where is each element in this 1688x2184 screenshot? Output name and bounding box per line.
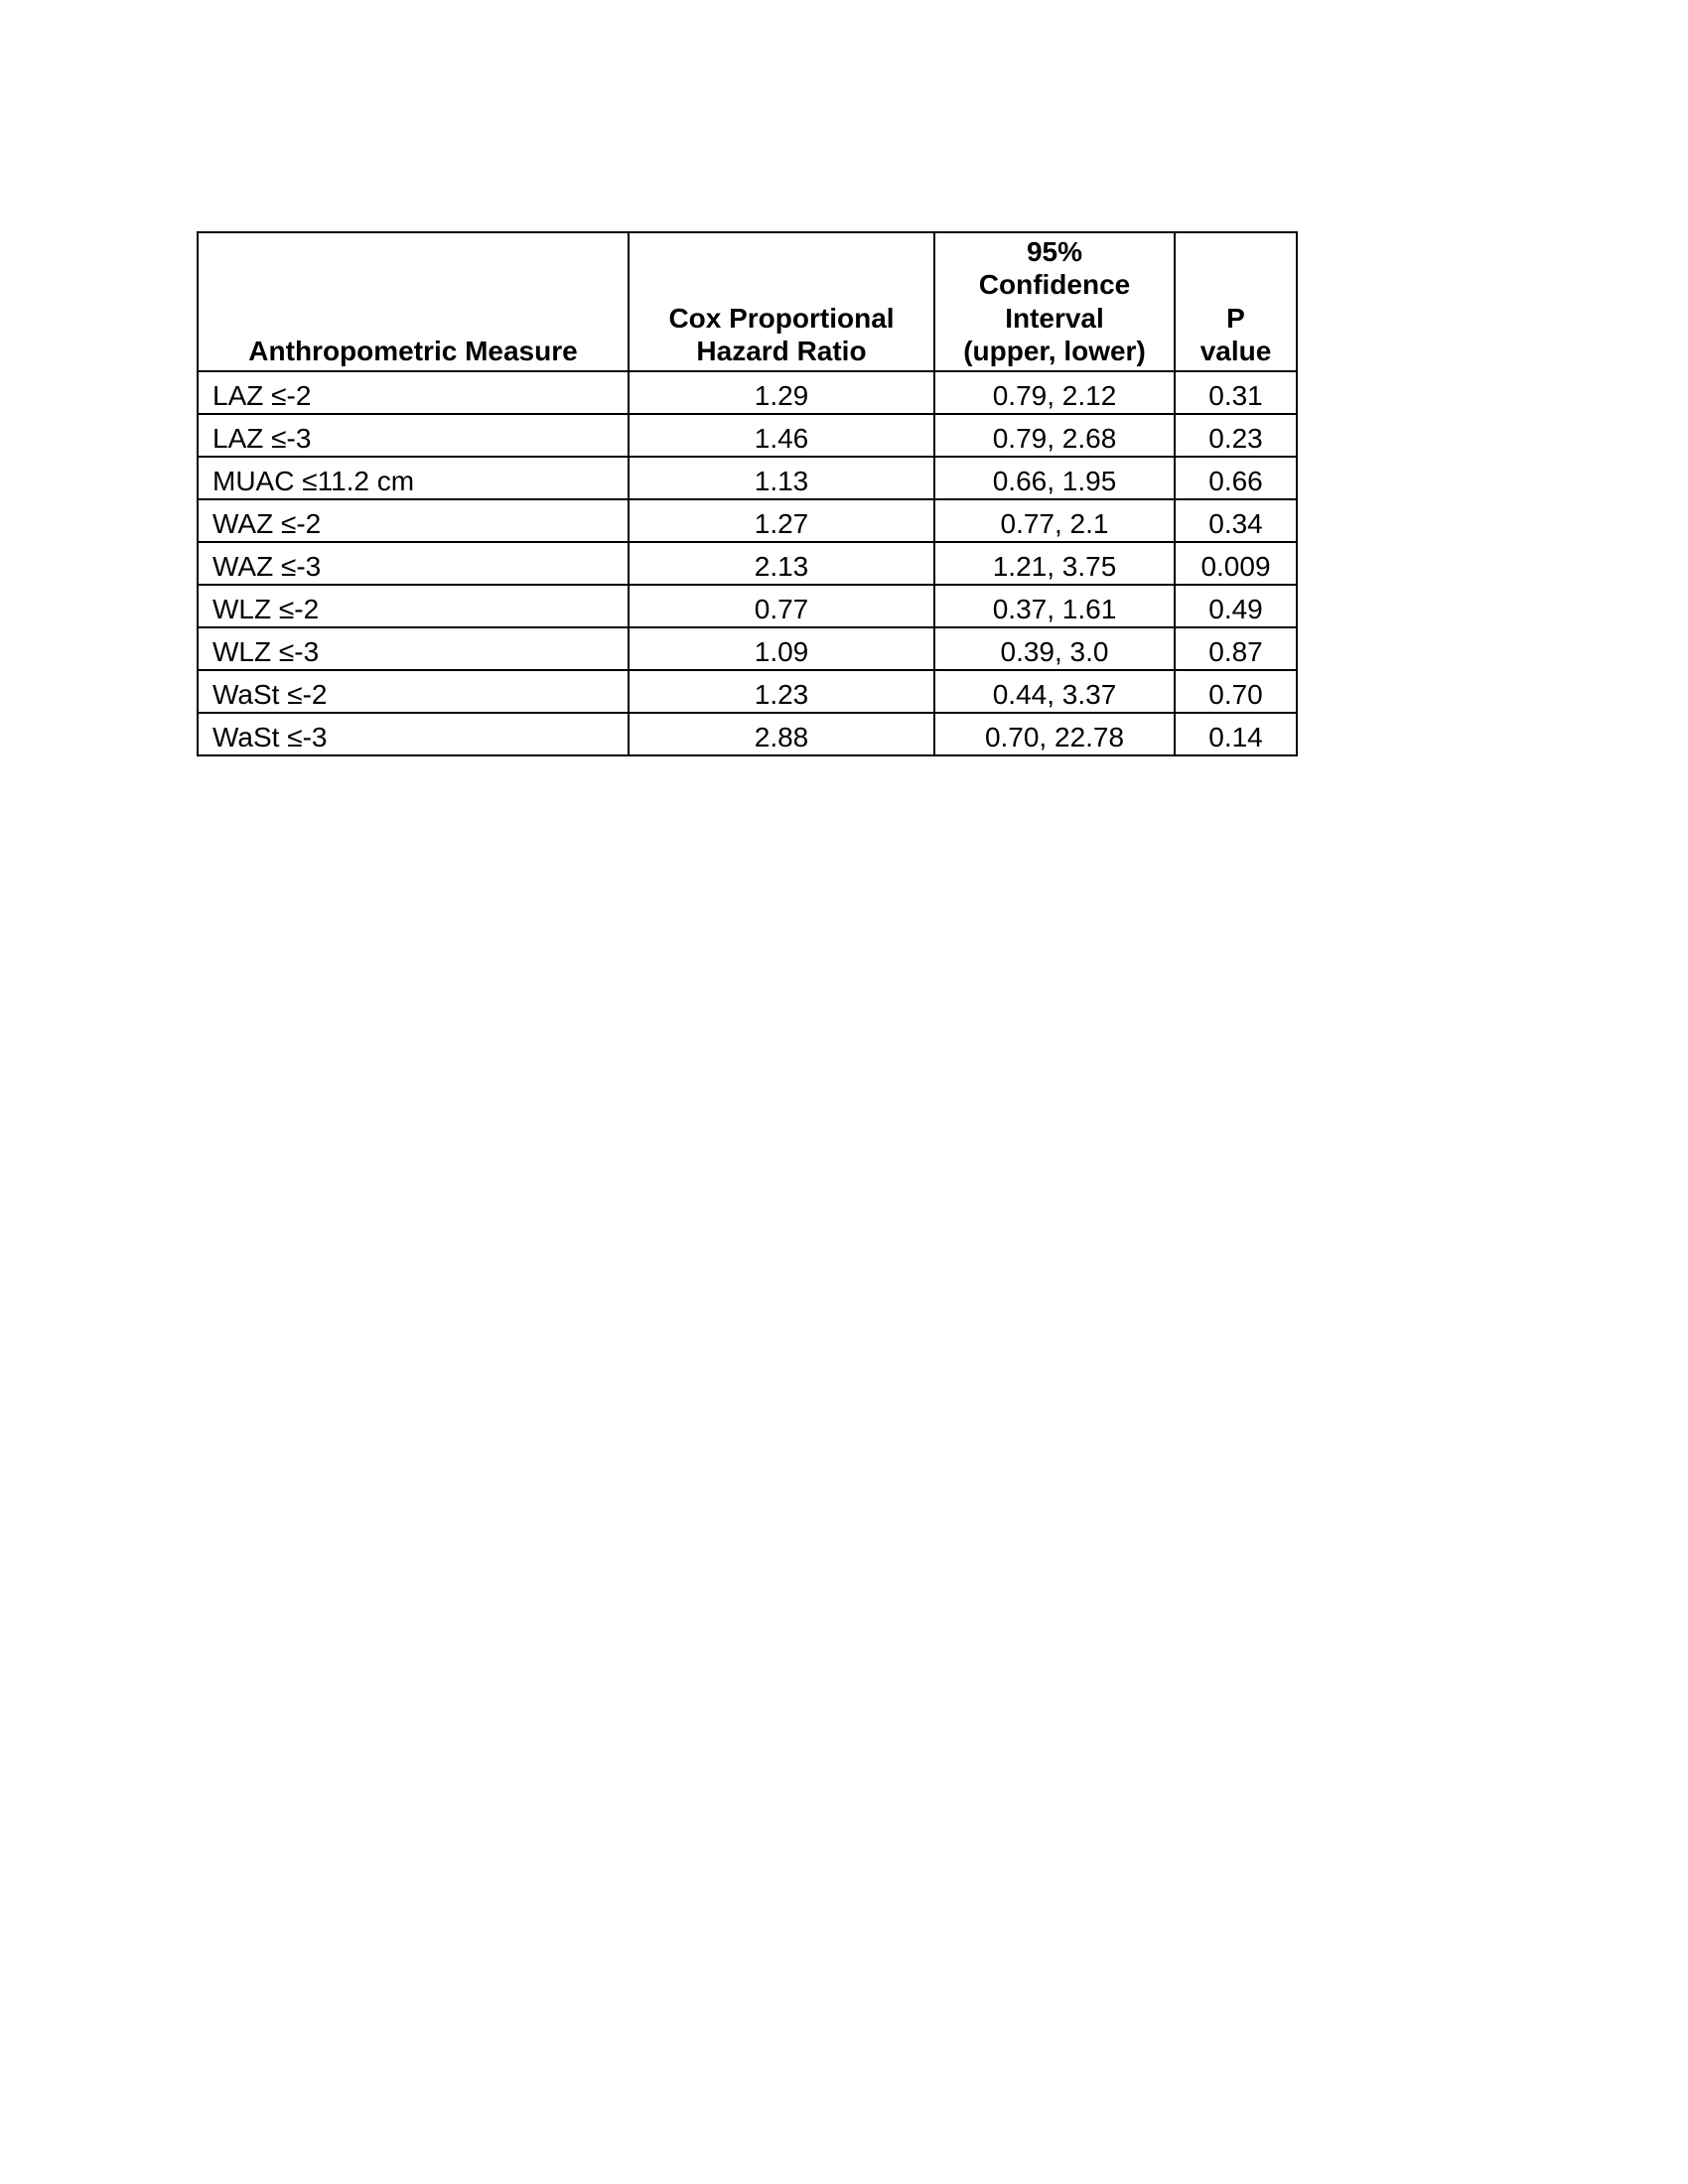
cell-measure: MUAC ≤11.2 cm (198, 457, 629, 499)
cell-measure: WAZ ≤-2 (198, 499, 629, 542)
header-row (198, 232, 1297, 371)
cell-p-value: 0.66 (1175, 457, 1297, 499)
cell-hazard-ratio: 1.09 (629, 627, 934, 670)
cell-p-value: 0.70 (1175, 670, 1297, 713)
cell-p-value: 0.49 (1175, 585, 1297, 627)
cell-measure: WLZ ≤-2 (198, 585, 629, 627)
table-row (198, 371, 1297, 414)
cell-confidence-interval: 0.39, 3.0 (934, 627, 1175, 670)
table-row (198, 414, 1297, 457)
cell-confidence-interval: 0.44, 3.37 (934, 670, 1175, 713)
cell-hazard-ratio: 2.13 (629, 542, 934, 585)
cell-hazard-ratio: 1.46 (629, 414, 934, 457)
table-row (198, 542, 1297, 585)
cell-hazard-ratio: 1.27 (629, 499, 934, 542)
header-confidence-interval: 95% Confidence Interval (upper, lower) (934, 232, 1175, 371)
results-table (197, 231, 1298, 756)
cell-p-value: 0.87 (1175, 627, 1297, 670)
table-header (198, 232, 1297, 371)
cell-confidence-interval: 0.77, 2.1 (934, 499, 1175, 542)
cell-hazard-ratio: 2.88 (629, 713, 934, 755)
table-row (198, 627, 1297, 670)
cell-p-value: 0.14 (1175, 713, 1297, 755)
cell-p-value: 0.23 (1175, 414, 1297, 457)
cell-hazard-ratio: 1.23 (629, 670, 934, 713)
cell-hazard-ratio: 1.29 (629, 371, 934, 414)
table-row (198, 499, 1297, 542)
cell-p-value: 0.34 (1175, 499, 1297, 542)
table-row (198, 457, 1297, 499)
cell-hazard-ratio: 1.13 (629, 457, 934, 499)
cell-confidence-interval: 0.66, 1.95 (934, 457, 1175, 499)
table-row (198, 670, 1297, 713)
table-row (198, 713, 1297, 755)
cell-measure: WaSt ≤-3 (198, 713, 629, 755)
cell-confidence-interval: 0.79, 2.12 (934, 371, 1175, 414)
header-p-value: P value (1175, 232, 1297, 371)
table-row (198, 585, 1297, 627)
cell-measure: LAZ ≤-2 (198, 371, 629, 414)
cell-confidence-interval: 0.70, 22.78 (934, 713, 1175, 755)
header-hazard-ratio: Cox Proportional Hazard Ratio (629, 232, 934, 371)
cell-measure: WLZ ≤-3 (198, 627, 629, 670)
cell-measure: WAZ ≤-3 (198, 542, 629, 585)
header-anthropometric-measure: Anthropometric Measure (198, 232, 629, 371)
cell-measure: LAZ ≤-3 (198, 414, 629, 457)
table-body (198, 371, 1297, 755)
cell-confidence-interval: 0.79, 2.68 (934, 414, 1175, 457)
cell-measure: WaSt ≤-2 (198, 670, 629, 713)
cell-p-value: 0.009 (1175, 542, 1297, 585)
cell-confidence-interval: 0.37, 1.61 (934, 585, 1175, 627)
cell-p-value: 0.31 (1175, 371, 1297, 414)
cell-confidence-interval: 1.21, 3.75 (934, 542, 1175, 585)
cell-hazard-ratio: 0.77 (629, 585, 934, 627)
